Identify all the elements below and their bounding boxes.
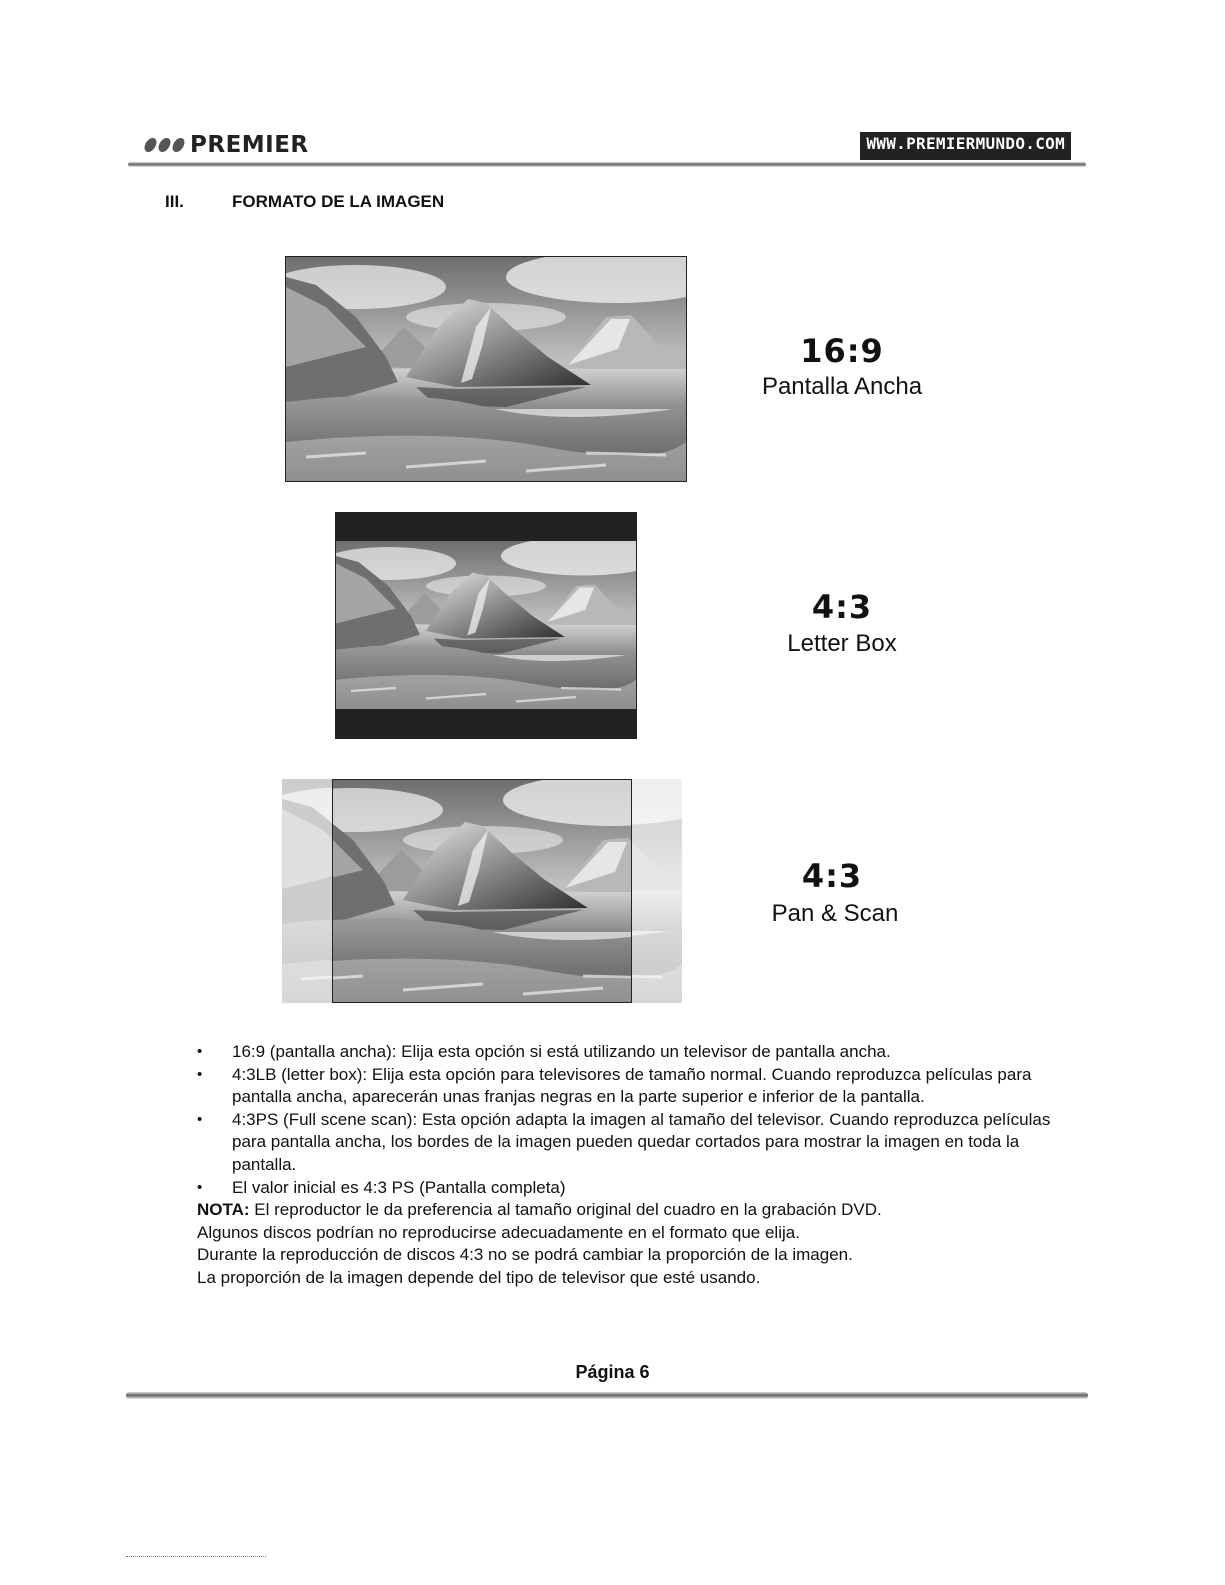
format-label-pan-scan: Pan & Scan bbox=[771, 900, 899, 927]
footer-divider bbox=[126, 1392, 1088, 1399]
format-ratio-pan-scan: 4:3 bbox=[801, 857, 863, 895]
note-line-4: La proporción de la imagen depende del tipo de televisor que esté usando. bbox=[197, 1267, 761, 1287]
list-item: • El valor inicial es 4:3 PS (Pantalla completa) bbox=[197, 1177, 1077, 1200]
format-options-list bbox=[197, 1041, 1077, 1199]
logo-dots-icon bbox=[145, 138, 184, 152]
format-ratio-widescreen: 16:9 bbox=[800, 332, 884, 370]
widescreen-image bbox=[285, 256, 687, 482]
format-label-widescreen: Pantalla Ancha bbox=[761, 373, 923, 400]
list-item: • 4:3LB (letter box): Elija esta opción para televisores de tamaño normal. Cuando reproduzca películas para pantalla ancha, aparecerán unas franjas negras en la parte superior e inferior de la pantalla. bbox=[197, 1064, 1077, 1109]
pan-scan-crop-frame bbox=[332, 779, 632, 1003]
section-number: III. bbox=[165, 192, 184, 211]
page-number: Página 6 bbox=[575, 1362, 650, 1382]
note-label: NOTA: bbox=[197, 1200, 250, 1220]
list-item: • 16:9 (pantalla ancha): Elija esta opción si está utilizando un televisor de pantalla ancha. bbox=[197, 1041, 1077, 1064]
section-title: FORMATO DE LA IMAGEN bbox=[232, 192, 445, 211]
note-line-2: Algunos discos podrían no reproducirse adecuadamente en el formato que elija. bbox=[197, 1222, 800, 1242]
note-line-3: Durante la reproducción de discos 4:3 no se podrá cambiar la proporción de la imagen. bbox=[197, 1245, 853, 1265]
brand-name: PREMIER bbox=[190, 132, 309, 158]
website-url[interactable]: WWW.PREMIERMUNDO.COM bbox=[860, 132, 1071, 160]
brand-logo bbox=[145, 130, 309, 160]
header-divider bbox=[128, 162, 1086, 167]
note-line-1 bbox=[197, 1199, 1077, 1222]
scan-artifact-line bbox=[126, 1556, 266, 1557]
letterbox-image bbox=[335, 512, 637, 739]
format-label-letterbox: Letter Box bbox=[787, 630, 897, 657]
pan-scan-image bbox=[282, 779, 682, 1003]
list-item: • 4:3PS (Full scene scan): Esta opción adapta la imagen al tamaño del televisor. Cuando reproduzca películas para pantalla ancha, los bordes de la imagen pueden quedar cortados para mostrar la imagen en toda la pantalla. bbox=[197, 1109, 1077, 1177]
description-text bbox=[197, 1041, 1077, 1290]
format-ratio-letterbox: 4:3 bbox=[811, 588, 873, 626]
note-text-1: El reproductor le da preferencia al tamaño original del cuadro en la grabación DVD. bbox=[249, 1200, 882, 1220]
